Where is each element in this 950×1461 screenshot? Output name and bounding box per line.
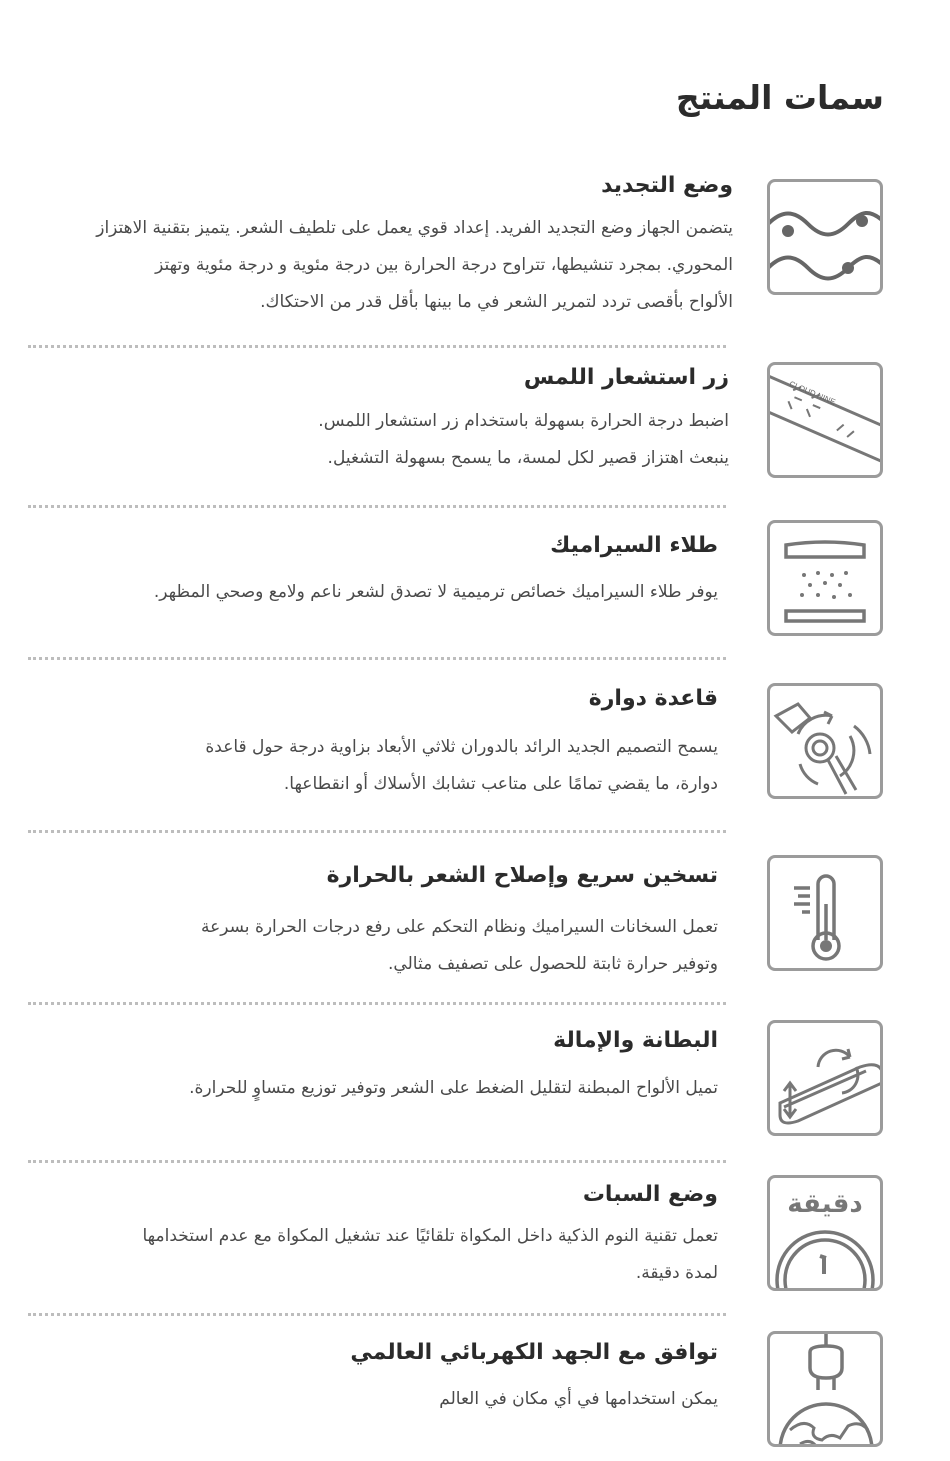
wave-oscillation-icon xyxy=(767,179,883,295)
feature-description: تعمل السخانات السيراميك ونظام التحكم على رفع درجات الحرارة بسرعة وتوفير حرارة ثابتة للحصول على تصفيف مثالي. xyxy=(201,917,718,974)
feature-description: اضبط درجة الحرارة بسهولة باستخدام زر استشعار اللمس. ينبعث اهتزاز قصير لكل لمسة، ما يسمح بسهولة التشغيل. xyxy=(318,411,729,468)
divider xyxy=(28,1313,726,1316)
divider xyxy=(28,1002,726,1005)
global-voltage-plug-icon xyxy=(767,1331,883,1447)
touch-sensor-icon xyxy=(767,362,883,478)
feature-title: البطانة والإمالة xyxy=(553,1028,718,1053)
feature-title: وضع التجديد xyxy=(601,173,733,198)
feature-description: يسمح التصميم الجديد الرائد بالدوران ثلاثي الأبعاد بزاوية درجة حول قاعدة دوارة، ما يقضي تمامًا على متاعب تشابك الأسلاك أو انقطاعها. xyxy=(205,737,718,794)
ceramic-plates-icon xyxy=(767,520,883,636)
page-title: سمات المنتج xyxy=(675,78,884,117)
divider xyxy=(28,505,726,508)
feature-title: قاعدة دوارة xyxy=(588,686,718,711)
feature-title: زر استشعار اللمس xyxy=(523,365,729,390)
feature-title: تسخين سريع وإصلاح الشعر بالحرارة xyxy=(326,863,718,888)
timer-unit-label: دقيقة xyxy=(787,1189,863,1219)
feature-description: تعمل تقنية النوم الذكية داخل المكواة تلقائيًا عند تشغيل المكواة مع عدم استخدامها لمدة دقيقة. xyxy=(142,1226,718,1283)
feature-description: يوفر طلاء السيراميك خصائص ترميمية لا تصدق لشعر ناعم ولامع وصحي المظهر. xyxy=(153,582,718,602)
tilting-plate-icon xyxy=(767,1020,883,1136)
feature-title: توافق مع الجهد الكهربائي العالمي xyxy=(350,1340,718,1365)
sleep-timer-icon xyxy=(767,1175,883,1291)
thermometer-icon xyxy=(767,855,883,971)
feature-description: تميل الألواح المبطنة لتقليل الضغط على الشعر وتوفير توزيع متساوٍ للحرارة. xyxy=(189,1078,718,1098)
swivel-cord-icon xyxy=(767,683,883,799)
divider xyxy=(28,345,726,348)
feature-description: يتضمن الجهاز وضع التجديد الفريد. إعداد قوي يعمل على تلطيف الشعر. يتميز بتقنية الاهتزاز المحوري. بمجرد تنشيطها، تتراوح درجة الحرارة بين درجة مئوية و درجة مئوية وتهتز الألواح بأقصى تردد لتمرير الشعر في ما بينها بأقل قدر من الاحتكاك. xyxy=(96,218,733,312)
divider xyxy=(28,830,726,833)
feature-title: طلاء السيراميك xyxy=(550,533,718,558)
feature-title: وضع السبات xyxy=(582,1182,718,1207)
touch-sensor-brand-text: CLOUD NINE xyxy=(787,379,837,407)
feature-description: يمكن استخدامها في أي مكان في العالم xyxy=(439,1389,718,1409)
divider xyxy=(28,657,726,660)
divider xyxy=(28,1160,726,1163)
